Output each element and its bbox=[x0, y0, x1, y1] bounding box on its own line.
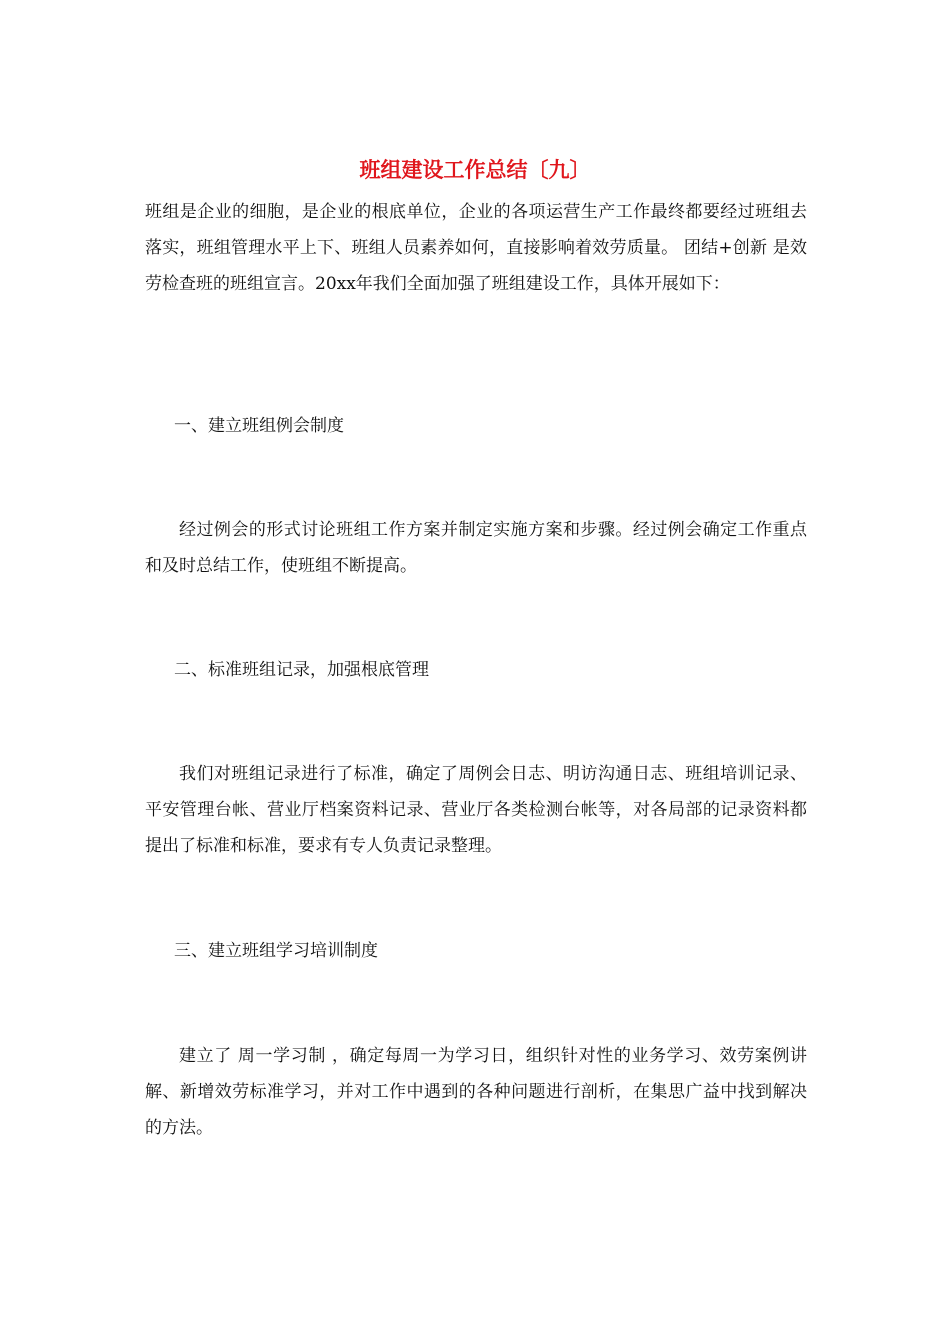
section-heading-1: 一、建立班组例会制度 bbox=[174, 416, 344, 436]
section-body-3: 建立了 周一学习制 ，确定每周一为学习日，组织针对性的业务学习、效劳案例讲解、新增效劳标准学习，并对工作中遇到的各种问题进行剖析，在集思广益中找到解决的方法。 bbox=[145, 1046, 807, 1138]
section-body-2: 我们对班组记录进行了标准，确定了周例会日志、明访沟通日志、班组培训记录、平安管理台帐、营业厅档案资料记录、营业厅各类检测台帐等，对各局部的记录资料都提出了标准和标准，要求有专人负责记录整理。 bbox=[145, 764, 807, 856]
intro-paragraph: 班组是企业的细胞，是企业的根底单位，企业的各项运营生产工作最终都要经过班组去落实，班组管理水平上下、班组人员素养如何，直接影响着效劳质量。 团结+创新 是效劳检查班的班组宣言。20xx年我们全面加强了班组建设工作，具体开展如下： bbox=[145, 202, 807, 294]
section-body-1: 经过例会的形式讨论班组工作方案并制定实施方案和步骤。经过例会确定工作重点和及时总结工作，使班组不断提高。 bbox=[145, 520, 807, 576]
document-title: 班组建设工作总结〔九〕 bbox=[359, 158, 591, 182]
section-heading-3: 三、建立班组学习培训制度 bbox=[174, 941, 378, 961]
section-heading-2: 二、标准班组记录，加强根底管理 bbox=[174, 660, 429, 680]
